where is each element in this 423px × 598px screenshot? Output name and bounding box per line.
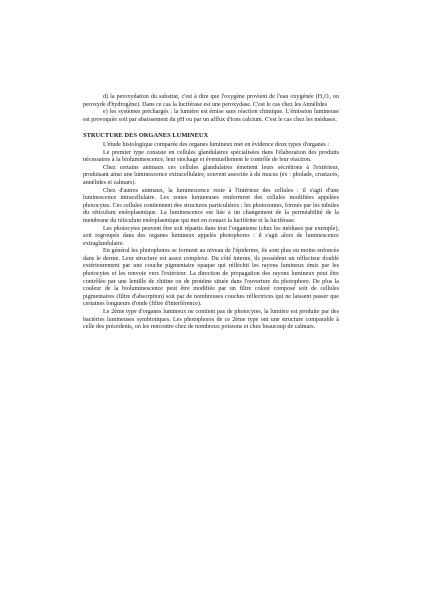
paragraph-intro: L'étude histologique comparée des organes lumineux met en évidence deux types d'organes : bbox=[103, 141, 330, 148]
paragraph-intracellulaire: Chez d'autres animaux, la luminescence reste à l'intérieur des cellules : il s'agit d'une luminescence intracellulaire. Les zones lumineuses renferment des cellules modifiées appelées photocytes. Ces cellules contiennent des structures particulières : les photosomes, formés par les tubules du réticulum endoplasmique. La luminescence est liée à un changement de la perméabilité de la membrane du réticulum endoplasmique qui met en contact la luciférine et la luciférase. bbox=[83, 187, 339, 224]
paragraph-peroxydation: d) la peroxydation du substrat, c'est à dire que l'oxygène provient de l'eau oxygénée (H₂O₂ ou peroxyde d'hydrogène). Dans ce cas la luciférase est une peroxydase. C'est le cas chez les Annélides bbox=[83, 94, 339, 108]
paragraph-systemes-precharges: e) les systèmes préchargés : la lumière est émise sans réaction chimique. L'émission lumineuse est provoquée soit par abaissement du pH ou par un afflux d'ions calcium. C'est le cas chez les méduses. bbox=[83, 109, 339, 123]
paragraph-deuxieme-type: Le 2ème type d'organes lumineux ne contient pas de photocytes, la lumière est produite par des bactéries lumineuses symbiotiques. Les photophores de ce 2ème type ont une structure comparable à celle des précédents, on les rencontre chez de nombreux poissons et chez beaucoup de calmars. bbox=[83, 309, 339, 331]
document-page bbox=[83, 94, 339, 332]
paragraph-premier-type: Le premier type consiste en cellules glandulaires spécialisées dans l'élaboration des produits nécessaires à la bioluminescence, leur stockage et éventuellement le contrôle de leur réaction. bbox=[83, 149, 339, 164]
section-title: STRUCTURE DES ORGANES LUMINEUX bbox=[83, 132, 209, 140]
paragraph-extracellulaire: Chez certains animaux ces cellules glandulaires émettent leurs sécrétions à l'extérieur, produisant ainsi une luminescence extracellulaire, souvent associée à du mucus (ex : pholade, crustacés, annélides et calmars). bbox=[83, 164, 339, 186]
paragraph-photophores: En général les photophores se forment au niveau de l'épiderme, ils sont plus ou moins enfoncés dans le derme. Leur structure est assez complexe. Du côté interne, ils possèdent un réflecteur doublé extérieurement par une couche pigmentaire opaque qui réfléchit les rayons lumineux émis par les photocytes et les renvoie vers l'extérieur. La direction de propagation des rayons lumineux peut être contrôlée par une lentille de chitine ou de protéine située dans l'ouverture du photophore. De plus la couleur de la bioluminescence peut être modifiée par un filtre coloré composé soit de cellules pigmentaires (filtre d'absorption) soit par de nombreuses couches réflectrices qui ne laissent passer que certaines longueurs d'onde (filtre d'interférence). bbox=[83, 248, 339, 308]
paragraph-photocytes: Les photocytes peuvent être soit répartis dans tout l'organisme (chez les méduses par exemple), soit regroupés dans des organes lumineux appelés photophores : il s'agit alors de luminescence extraglandulaire. bbox=[83, 225, 339, 247]
